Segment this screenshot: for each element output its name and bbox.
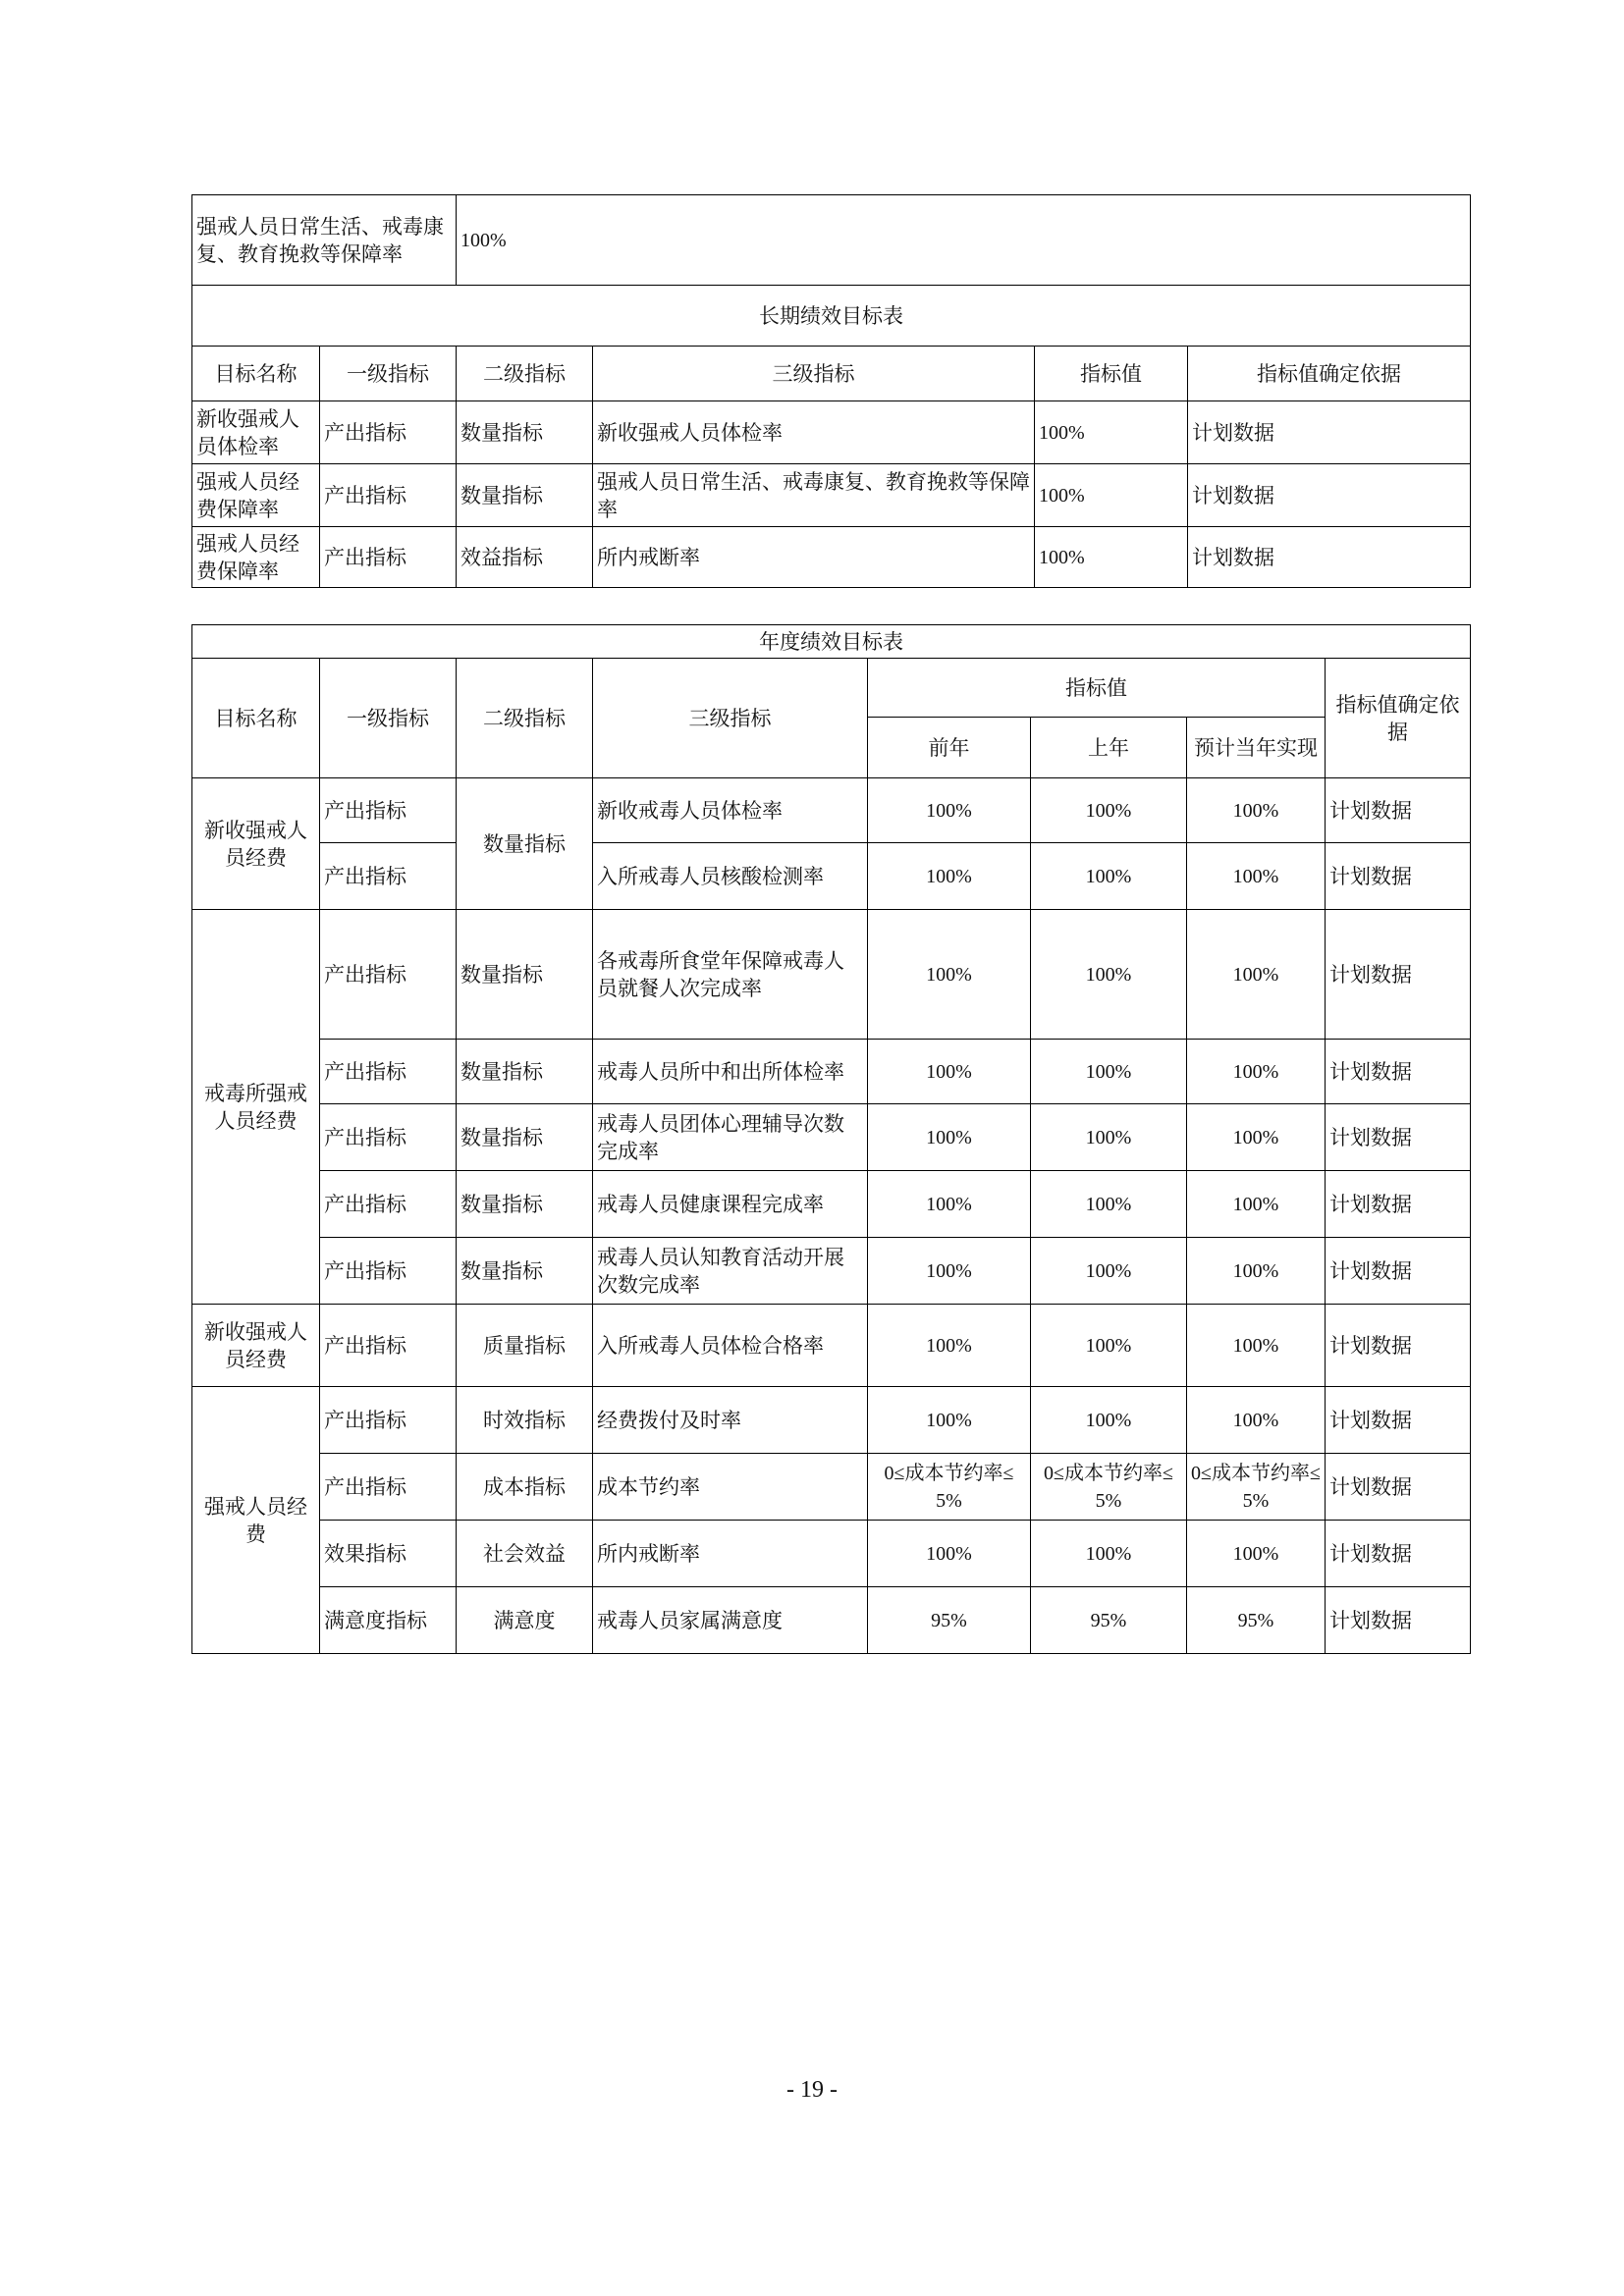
value-prev-year: 100% (868, 910, 1031, 1040)
level1-indicator: 产出指标 (320, 1305, 457, 1387)
value-last-year: 100% (1031, 1305, 1187, 1387)
value-last-year: 95% (1031, 1587, 1187, 1654)
long-term-performance-table (191, 194, 1471, 588)
level3-indicator: 入所戒毒人员体检合格率 (593, 1305, 868, 1387)
level3-indicator: 新收强戒人员体检率 (593, 401, 1035, 464)
indicator-basis: 计划数据 (1188, 464, 1471, 527)
col-header-goal: 目标名称 (192, 659, 320, 778)
header-row (192, 659, 1471, 718)
top-row-value: 100% (457, 195, 1471, 286)
table-row (192, 464, 1471, 527)
value-expected: 100% (1187, 1171, 1326, 1238)
value-last-year: 100% (1031, 778, 1187, 843)
indicator-value: 100% (1035, 527, 1188, 588)
table-row (192, 195, 1471, 286)
col-header-level1: 一级指标 (320, 347, 457, 401)
level1-indicator: 产出指标 (320, 527, 457, 588)
level2-indicator: 数量指标 (457, 1040, 593, 1104)
level1-indicator: 产出指标 (320, 1040, 457, 1104)
value-prev-year: 100% (868, 843, 1031, 910)
indicator-basis: 计划数据 (1326, 1171, 1471, 1238)
indicator-basis: 计划数据 (1188, 401, 1471, 464)
value-prev-year: 95% (868, 1587, 1031, 1654)
col-header-level3: 三级指标 (593, 347, 1035, 401)
value-expected: 100% (1187, 1305, 1326, 1387)
goal-name: 戒毒所强戒人员经费 (192, 910, 320, 1305)
level3-indicator: 所内戒断率 (593, 1521, 868, 1587)
indicator-basis: 计划数据 (1188, 527, 1471, 588)
level1-indicator: 满意度指标 (320, 1587, 457, 1654)
level2-indicator: 数量指标 (457, 1104, 593, 1171)
level1-indicator: 产出指标 (320, 401, 457, 464)
col-header-value: 指标值 (868, 659, 1326, 718)
long-term-title: 长期绩效目标表 (192, 286, 1471, 347)
level3-indicator: 戒毒人员认知教育活动开展次数完成率 (593, 1238, 868, 1305)
indicator-basis: 计划数据 (1326, 1305, 1471, 1387)
level1-indicator: 产出指标 (320, 1454, 457, 1521)
level2-indicator: 数量指标 (457, 1238, 593, 1305)
indicator-basis: 计划数据 (1326, 1587, 1471, 1654)
level1-indicator: 效果指标 (320, 1521, 457, 1587)
goal-name: 强戒人员经费保障率 (192, 527, 320, 588)
header-row (192, 347, 1471, 401)
level2-indicator: 效益指标 (457, 527, 593, 588)
col-header-prev-year: 前年 (868, 718, 1031, 778)
value-expected: 100% (1187, 843, 1326, 910)
level2-indicator: 数量指标 (457, 401, 593, 464)
value-prev-year: 100% (868, 1387, 1031, 1454)
level2-indicator: 数量指标 (457, 778, 593, 910)
value-expected: 100% (1187, 1387, 1326, 1454)
level1-indicator: 产出指标 (320, 843, 457, 910)
annual-performance-table (191, 624, 1471, 1654)
value-expected: 100% (1187, 1521, 1326, 1587)
indicator-basis: 计划数据 (1326, 1521, 1471, 1587)
value-prev-year: 100% (868, 1040, 1031, 1104)
level3-indicator: 戒毒人员所中和出所体检率 (593, 1040, 868, 1104)
indicator-basis: 计划数据 (1326, 778, 1471, 843)
level3-indicator: 成本节约率 (593, 1454, 868, 1521)
level3-indicator: 戒毒人员团体心理辅导次数完成率 (593, 1104, 868, 1171)
value-last-year: 100% (1031, 910, 1187, 1040)
level3-indicator: 各戒毒所食堂年保障戒毒人员就餐人次完成率 (593, 910, 868, 1040)
indicator-basis: 计划数据 (1326, 910, 1471, 1040)
goal-name: 新收强戒人员经费 (192, 778, 320, 910)
level1-indicator: 产出指标 (320, 1171, 457, 1238)
value-prev-year: 100% (868, 1171, 1031, 1238)
level3-indicator: 强戒人员日常生活、戒毒康复、教育挽救等保障率 (593, 464, 1035, 527)
value-expected: 0≤成本节约率≤5% (1187, 1454, 1326, 1521)
table-row (192, 910, 1471, 1040)
value-last-year: 0≤成本节约率≤5% (1031, 1454, 1187, 1521)
value-last-year: 100% (1031, 1521, 1187, 1587)
value-last-year: 100% (1031, 1387, 1187, 1454)
table-row (192, 1305, 1471, 1387)
value-expected: 100% (1187, 1040, 1326, 1104)
indicator-basis: 计划数据 (1326, 1454, 1471, 1521)
table-row (192, 1587, 1471, 1654)
level2-indicator: 质量指标 (457, 1305, 593, 1387)
col-header-level1: 一级指标 (320, 659, 457, 778)
level3-indicator: 所内戒断率 (593, 527, 1035, 588)
level2-indicator: 时效指标 (457, 1387, 593, 1454)
table-row (192, 1040, 1471, 1104)
value-expected: 100% (1187, 910, 1326, 1040)
table-row (192, 286, 1471, 347)
level3-indicator: 新收戒毒人员体检率 (593, 778, 868, 843)
col-header-goal: 目标名称 (192, 347, 320, 401)
indicator-basis: 计划数据 (1326, 1238, 1471, 1305)
value-prev-year: 100% (868, 1104, 1031, 1171)
page-number: - 19 - (786, 2077, 838, 2103)
table-row (192, 1171, 1471, 1238)
table-row (192, 1104, 1471, 1171)
table-row (192, 778, 1471, 843)
indicator-basis: 计划数据 (1326, 1104, 1471, 1171)
value-last-year: 100% (1031, 1104, 1187, 1171)
level1-indicator: 产出指标 (320, 464, 457, 527)
col-header-value: 指标值 (1035, 347, 1188, 401)
table-row (192, 1238, 1471, 1305)
table-row (192, 1387, 1471, 1454)
level3-indicator: 经费拨付及时率 (593, 1387, 868, 1454)
level1-indicator: 产出指标 (320, 1387, 457, 1454)
table-row (192, 843, 1471, 910)
col-header-last-year: 上年 (1031, 718, 1187, 778)
level2-indicator: 数量指标 (457, 910, 593, 1040)
level2-indicator: 社会效益 (457, 1521, 593, 1587)
indicator-value: 100% (1035, 401, 1188, 464)
level1-indicator: 产出指标 (320, 910, 457, 1040)
value-prev-year: 100% (868, 1521, 1031, 1587)
value-prev-year: 0≤成本节约率≤5% (868, 1454, 1031, 1521)
value-expected: 100% (1187, 778, 1326, 843)
level3-indicator: 入所戒毒人员核酸检测率 (593, 843, 868, 910)
value-last-year: 100% (1031, 1040, 1187, 1104)
indicator-value: 100% (1035, 464, 1188, 527)
level1-indicator: 产出指标 (320, 1104, 457, 1171)
table-row (192, 1454, 1471, 1521)
value-prev-year: 100% (868, 778, 1031, 843)
value-last-year: 100% (1031, 1171, 1187, 1238)
table-row (192, 1521, 1471, 1587)
value-expected: 100% (1187, 1104, 1326, 1171)
indicator-basis: 计划数据 (1326, 1387, 1471, 1454)
col-header-basis: 指标值确定依据 (1326, 659, 1471, 778)
goal-name: 新收强戒人员经费 (192, 1305, 320, 1387)
col-header-level3: 三级指标 (593, 659, 868, 778)
col-header-expected: 预计当年实现 (1187, 718, 1326, 778)
level1-indicator: 产出指标 (320, 1238, 457, 1305)
value-expected: 95% (1187, 1587, 1326, 1654)
col-header-level2: 二级指标 (457, 659, 593, 778)
indicator-basis: 计划数据 (1326, 843, 1471, 910)
level2-indicator: 满意度 (457, 1587, 593, 1654)
goal-name: 强戒人员经费保障率 (192, 464, 320, 527)
value-prev-year: 100% (868, 1238, 1031, 1305)
value-prev-year: 100% (868, 1305, 1031, 1387)
table-row (192, 401, 1471, 464)
level2-indicator: 数量指标 (457, 464, 593, 527)
level3-indicator: 戒毒人员家属满意度 (593, 1587, 868, 1654)
level3-indicator: 戒毒人员健康课程完成率 (593, 1171, 868, 1238)
annual-title: 年度绩效目标表 (192, 625, 1471, 659)
goal-name: 强戒人员经费 (192, 1387, 320, 1654)
value-last-year: 100% (1031, 843, 1187, 910)
indicator-basis: 计划数据 (1326, 1040, 1471, 1104)
col-header-level2: 二级指标 (457, 347, 593, 401)
table-row (192, 625, 1471, 659)
goal-name: 新收强戒人员体检率 (192, 401, 320, 464)
level2-indicator: 数量指标 (457, 1171, 593, 1238)
top-row-label: 强戒人员日常生活、戒毒康复、教育挽救等保障率 (192, 195, 457, 286)
value-last-year: 100% (1031, 1238, 1187, 1305)
table-row (192, 527, 1471, 588)
value-expected: 100% (1187, 1238, 1326, 1305)
level2-indicator: 成本指标 (457, 1454, 593, 1521)
level1-indicator: 产出指标 (320, 778, 457, 843)
col-header-basis: 指标值确定依据 (1188, 347, 1471, 401)
